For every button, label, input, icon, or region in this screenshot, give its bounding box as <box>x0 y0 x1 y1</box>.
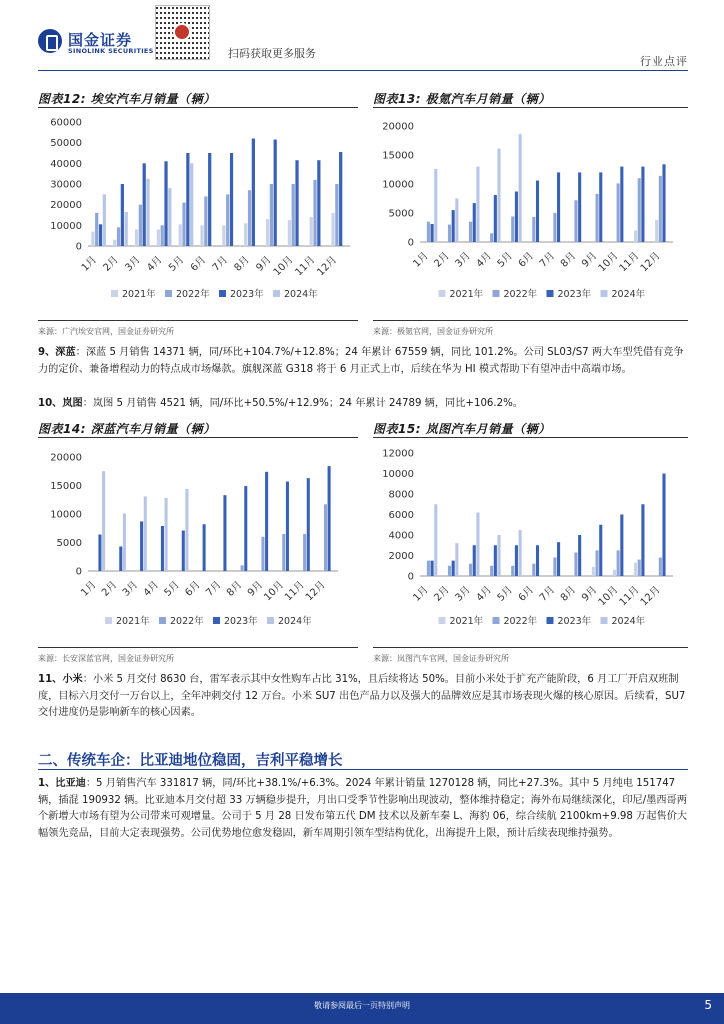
paragraph-voyah-body: ：岚图 5 月销售 4521 辆，同/环比+50.5%/+12.9%；24 年累计 24789 辆，同比+106.2%。 <box>82 398 523 409</box>
legend-swatch <box>601 290 608 297</box>
y-tick-label: 15000 <box>50 481 82 492</box>
bar-2023年 <box>230 153 233 246</box>
bar-2023年 <box>578 535 581 576</box>
bar-2023年 <box>317 160 320 246</box>
bar-2022年 <box>427 222 430 242</box>
section-divider <box>38 769 688 770</box>
y-tick-label: 2000 <box>388 551 414 562</box>
bar-2024年 <box>476 167 479 242</box>
figure-13-title: 图表13: 极氪汽车月销量（辆） <box>373 92 551 106</box>
qr-logo-icon <box>173 23 191 41</box>
legend-swatch <box>493 290 500 297</box>
bar-2022年 <box>448 566 451 576</box>
bar-2023年 <box>244 486 247 571</box>
bar-2022年 <box>335 184 338 246</box>
bar-2021年 <box>655 220 658 242</box>
legend-label: 2024年 <box>611 616 646 627</box>
bar-2023年 <box>620 167 623 242</box>
legend-label: 2022年 <box>176 289 210 300</box>
legend-label: 2022年 <box>503 289 538 300</box>
bar-2024年 <box>125 212 128 246</box>
bar-2023年 <box>431 561 434 576</box>
paragraph-xiaomi-body: ：小米 5 月交付 8630 台，雷军表示其中女性购车占比 31%，且后续将达 50%。目前小米处于扩充产能阶段，6 月工厂开启双班制度，目标六月交付一万台以上，全年冲刺交付 12 万台。小米 SU7 出色产品力以及强大的品牌效应是其市场表现火爆的核心原因。后续看，SU7 交付进度仍是影响新车的核心因素。 <box>38 674 686 718</box>
bar-2022年 <box>448 225 451 242</box>
bar-2023年 <box>274 140 277 246</box>
x-tick-label: 1月 <box>411 250 431 270</box>
bar-2023年 <box>641 167 644 242</box>
bar-2022年 <box>553 558 556 576</box>
bar-2021年 <box>222 225 225 246</box>
bar-2022年 <box>596 550 599 576</box>
scan-prompt: 扫码获取更多服务 <box>228 47 316 60</box>
bar-2022年 <box>532 564 535 576</box>
paragraph-byd-heading: 1、比亚迪 <box>38 778 86 789</box>
legend-label: 2021年 <box>122 289 156 300</box>
figure-13-title-rule <box>373 107 688 108</box>
bar-2021年 <box>288 220 291 246</box>
y-tick-label: 40000 <box>50 158 82 170</box>
x-tick-label: 3月 <box>120 579 141 599</box>
bar-2023年 <box>599 172 602 242</box>
x-tick-label: 11月 <box>283 579 307 604</box>
bar-2023年 <box>98 535 101 571</box>
bar-2023年 <box>119 546 122 571</box>
bar-2024年 <box>146 179 149 246</box>
bar-2022年 <box>282 534 285 571</box>
x-tick-label: 5月 <box>162 579 182 599</box>
y-tick-label: 60000 <box>50 117 82 129</box>
logo-icon <box>38 29 62 53</box>
x-tick-label: 2月 <box>101 254 121 274</box>
x-tick-label: 1月 <box>79 254 100 274</box>
bar-2023年 <box>473 545 476 576</box>
legend-swatch <box>493 617 500 624</box>
y-tick-label: 8000 <box>388 489 414 501</box>
paragraph-byd <box>38 776 690 842</box>
legend-swatch <box>105 617 112 624</box>
figure-12-bottom-rule <box>38 320 358 321</box>
y-tick-label: 10000 <box>382 179 414 191</box>
bar-2022年 <box>204 196 207 246</box>
legend-label: 2024年 <box>278 616 312 627</box>
bar-2022年 <box>303 534 306 571</box>
legend-swatch <box>547 617 554 624</box>
bar-2024年 <box>185 489 188 571</box>
bar-2022年 <box>574 200 577 242</box>
bar-2021年 <box>613 570 616 576</box>
x-tick-label: 6月 <box>188 254 209 274</box>
legend-swatch <box>111 290 118 297</box>
paragraph-byd-body: ：5 月销售汽车 331817 辆，同/环比+38.1%/+6.3%。2024 年累计销量 1270128 辆，同比+27.3%。其中 5 月纯电 151747 辆，插混 190932 辆。比亚迪本月交付超 33 万辆稳步提升，月出口受季节性影响出现波动，整体维持稳定；海外布局继续深化，印尼/墨西哥两个新增大市场有望为公司带来可观增量。公司于 5 月 28 日发布第五代 DM 技术以及新车秦 L、海豹 06，综合续航 2100km+9.98 万起售价大幅领先竞品，目前大定表现强势。公司优势地位愈发稳固，新车周期引领车型结构优化，出海提升上限，预计后续表现维持强势。 <box>38 778 688 839</box>
bar-2021年 <box>157 229 160 246</box>
figure-14-title: 图表14: 深蓝汽车月销量（辆） <box>38 422 216 436</box>
x-tick-label: 1月 <box>411 584 431 604</box>
legend-swatch <box>273 290 280 297</box>
x-tick-label: 6月 <box>516 250 537 270</box>
bar-2022年 <box>511 566 514 576</box>
bar-2023年 <box>140 521 143 571</box>
x-tick-label: 12月 <box>638 250 663 275</box>
bar-2023年 <box>208 153 211 246</box>
x-tick-label: 9月 <box>579 250 600 270</box>
y-tick-label: 4000 <box>388 530 414 542</box>
y-tick-label: 6000 <box>388 510 414 521</box>
y-tick-label: 30000 <box>50 179 82 191</box>
paragraph-deepal-heading: 9、深蓝 <box>38 347 76 358</box>
bar-2022年 <box>617 183 620 242</box>
document-type: 行业点评 <box>640 55 688 68</box>
bar-2021年 <box>179 224 182 246</box>
bar-2022年 <box>490 566 493 576</box>
y-tick-label: 5000 <box>56 538 82 549</box>
x-tick-label: 4月 <box>474 250 494 270</box>
bar-2024年 <box>190 163 193 246</box>
header-divider <box>38 70 688 71</box>
y-tick-label: 50000 <box>50 138 82 150</box>
x-tick-label: 7月 <box>537 250 558 270</box>
bar-2022年 <box>313 180 316 246</box>
bar-2023年 <box>186 153 189 246</box>
bar-2023年 <box>286 482 289 571</box>
bar-2023年 <box>536 181 539 242</box>
bar-2024年 <box>102 471 105 571</box>
bar-2023年 <box>494 545 497 576</box>
x-tick-label: 2月 <box>100 579 120 599</box>
bar-2022年 <box>490 233 493 242</box>
bar-2022年 <box>95 213 98 246</box>
legend-label: 2024年 <box>611 289 646 300</box>
bar-2023年 <box>121 184 124 246</box>
bar-2023年 <box>143 163 146 246</box>
bar-2024年 <box>123 513 126 571</box>
bar-2021年 <box>200 225 203 246</box>
bar-2023年 <box>515 545 518 576</box>
legend-swatch <box>601 617 608 624</box>
bar-2023年 <box>557 542 560 576</box>
paragraph-deepal-body: ：深蓝 5 月销售 14371 辆，同/环比+104.7%/+12.8%；24 年累计 67559 辆，同比 101.2%。公司 SL03/S7 两大车型凭借有竞争力的定价、兼备增程动力的特点成市场爆款。旗舰深蓝 G318 将于 6 月正式上市，后续在华为 HI 模式帮助下有望冲击中高端市场。 <box>38 347 684 375</box>
legend-swatch <box>159 617 166 624</box>
x-tick-label: 4月 <box>141 579 162 599</box>
bar-2023年 <box>662 164 665 242</box>
bar-2024年 <box>497 149 500 242</box>
x-tick-label: 2月 <box>432 250 452 270</box>
x-tick-label: 12月 <box>315 254 340 279</box>
legend-label: 2021年 <box>116 616 150 627</box>
paragraph-deepal <box>38 345 690 378</box>
bar-2023年 <box>223 495 226 571</box>
legend-label: 2022年 <box>170 616 204 627</box>
bar-2023年 <box>452 210 455 242</box>
x-tick-label: 7月 <box>204 579 224 599</box>
y-tick-label: 10000 <box>50 220 82 232</box>
bar-2021年 <box>310 217 313 246</box>
bar-2022年 <box>324 504 327 571</box>
legend-label: 2021年 <box>449 616 484 627</box>
x-tick-label: 3月 <box>453 250 473 270</box>
x-tick-label: 10月 <box>262 579 287 604</box>
bar-2022年 <box>532 217 535 242</box>
y-tick-label: 10000 <box>50 509 82 521</box>
bar-2024年 <box>434 169 437 242</box>
bar-2022年 <box>617 550 620 576</box>
figure-14-title-rule <box>38 437 358 438</box>
legend-label: 2021年 <box>449 289 484 300</box>
bar-2024年 <box>497 535 500 576</box>
bar-2021年 <box>91 232 94 246</box>
x-tick-label: 7月 <box>210 254 231 274</box>
bar-2023年 <box>578 172 581 242</box>
bar-2023年 <box>620 515 623 577</box>
x-tick-label: 4月 <box>474 584 494 604</box>
x-tick-label: 2月 <box>432 584 452 604</box>
bar-2023年 <box>536 545 539 576</box>
y-tick-label: 0 <box>407 237 414 249</box>
bar-2024年 <box>519 134 522 242</box>
section-title: 二、传统车企：比亚迪地位稳固，吉利平稳增长 <box>38 753 343 769</box>
legend-swatch <box>165 290 172 297</box>
x-tick-label: 8月 <box>558 584 579 604</box>
x-tick-label: 11月 <box>293 254 318 279</box>
y-tick-label: 5000 <box>388 208 414 220</box>
bar-2023年 <box>307 478 310 571</box>
figure-14-source: 来源：长安深蓝官网，国金证券研究所 <box>38 654 174 663</box>
bar-2023年 <box>265 472 268 571</box>
bar-2022年 <box>270 184 273 246</box>
bar-2022年 <box>638 560 641 576</box>
figure-12-title-rule <box>38 107 358 108</box>
x-tick-label: 3月 <box>123 254 143 274</box>
legend-label: 2024年 <box>284 289 318 300</box>
brand-name-cn: 国金证券 <box>68 31 133 49</box>
bar-2021年 <box>592 567 595 576</box>
y-tick-label: 0 <box>75 566 82 578</box>
figure-15-source: 来源：岚图汽车官网，国金证券研究所 <box>373 654 509 663</box>
bar-2024年 <box>165 498 168 571</box>
bar-2022年 <box>182 203 185 246</box>
x-tick-label: 11月 <box>617 250 642 275</box>
bar-2022年 <box>241 565 244 571</box>
bar-2023年 <box>182 531 185 571</box>
bar-2023年 <box>164 161 167 246</box>
x-tick-label: 9月 <box>245 579 266 599</box>
bar-2021年 <box>113 240 116 246</box>
x-tick-label: 8月 <box>558 250 579 270</box>
brand-name-en: SINOLINK SECURITIES <box>68 47 154 55</box>
x-tick-label: 6月 <box>183 579 203 599</box>
x-tick-label: 12月 <box>638 584 663 609</box>
y-tick-label: 10000 <box>382 469 414 480</box>
bar-2021年 <box>331 213 334 246</box>
bar-2022年 <box>596 194 599 242</box>
y-tick-label: 20000 <box>382 121 414 133</box>
bar-2024年 <box>103 194 106 246</box>
bar-2024年 <box>434 504 437 576</box>
figure-13-source: 来源：极氪官网，国金证券研究所 <box>373 327 493 336</box>
paragraph-xiaomi-heading: 11、小米 <box>38 674 83 685</box>
figure-14-bottom-rule <box>38 647 358 648</box>
bar-2022年 <box>469 564 472 576</box>
legend-swatch <box>267 617 274 624</box>
page-number: 5 <box>704 998 712 1012</box>
x-tick-label: 1月 <box>79 579 99 599</box>
x-tick-label: 10月 <box>271 254 296 279</box>
x-tick-label: 5月 <box>495 250 515 270</box>
x-tick-label: 4月 <box>145 254 165 274</box>
aion-sales-chart <box>38 110 358 318</box>
bar-2023年 <box>557 172 560 242</box>
bar-2022年 <box>638 178 641 242</box>
bar-2022年 <box>553 213 556 242</box>
bar-2022年 <box>469 222 472 242</box>
bar-2023年 <box>431 224 434 242</box>
bar-2021年 <box>634 563 637 576</box>
footer-disclaimer: 敬请参阅最后一页特别声明 <box>314 1001 410 1010</box>
bar-2022年 <box>574 552 577 576</box>
legend-label: 2023年 <box>230 289 264 300</box>
bar-2024年 <box>455 543 458 576</box>
x-tick-label: 9月 <box>254 254 274 274</box>
y-tick-label: 0 <box>75 241 82 253</box>
x-tick-label: 3月 <box>453 584 473 604</box>
bar-2021年 <box>266 219 269 246</box>
x-tick-label: 11月 <box>617 584 642 609</box>
y-tick-label: 20000 <box>50 452 82 464</box>
bar-2023年 <box>203 524 206 571</box>
bar-2021年 <box>244 223 247 246</box>
bar-2022年 <box>226 194 229 246</box>
bar-2023年 <box>641 504 644 576</box>
bar-2022年 <box>659 176 662 242</box>
bar-2021年 <box>135 229 138 246</box>
bar-2022年 <box>139 205 142 246</box>
bar-2024年 <box>455 199 458 243</box>
legend-label: 2023年 <box>557 289 592 300</box>
legend-swatch <box>219 290 226 297</box>
legend-label: 2022年 <box>503 616 538 627</box>
bar-2022年 <box>117 227 120 246</box>
x-tick-label: 6月 <box>516 584 537 604</box>
figure-15-bottom-rule <box>373 647 688 648</box>
paragraph-voyah <box>38 396 690 413</box>
bar-2024年 <box>476 512 479 576</box>
bar-2024年 <box>168 188 171 246</box>
y-tick-label: 12000 <box>382 448 414 460</box>
voyah-sales-chart <box>373 440 688 645</box>
y-tick-label: 0 <box>407 571 414 583</box>
x-tick-label: 9月 <box>579 584 600 604</box>
bar-2023年 <box>295 160 298 246</box>
x-tick-label: 8月 <box>225 579 245 599</box>
y-tick-label: 15000 <box>382 150 414 162</box>
figure-12-source: 来源：广汽埃安官网，国金证券研究所 <box>38 327 174 336</box>
bar-2023年 <box>599 525 602 576</box>
paragraph-xiaomi <box>38 672 690 722</box>
x-tick-label: 10月 <box>596 250 621 275</box>
legend-swatch <box>439 617 446 624</box>
bar-2022年 <box>161 225 164 246</box>
deepal-sales-chart <box>38 440 358 645</box>
legend-label: 2023年 <box>224 616 258 627</box>
bar-2023年 <box>473 203 476 242</box>
legend-swatch <box>547 290 554 297</box>
paragraph-voyah-heading: 10、岚图 <box>38 398 83 409</box>
legend-label: 2023年 <box>557 616 592 627</box>
x-tick-label: 10月 <box>596 584 621 609</box>
zeekr-sales-chart <box>373 110 688 318</box>
bar-2022年 <box>659 558 662 576</box>
bar-2023年 <box>161 526 164 571</box>
bar-2023年 <box>452 561 455 576</box>
bar-2023年 <box>328 466 331 571</box>
bar-2023年 <box>339 152 342 246</box>
bar-2024年 <box>144 496 147 571</box>
figure-15-title: 图表15: 岚图汽车月销量（辆） <box>373 422 551 436</box>
x-tick-label: 5月 <box>167 254 187 274</box>
figure-13-bottom-rule <box>373 320 688 321</box>
bar-2022年 <box>511 216 514 242</box>
bar-2023年 <box>99 224 102 246</box>
bar-2022年 <box>427 561 430 576</box>
x-tick-label: 5月 <box>495 584 515 604</box>
legend-swatch <box>439 290 446 297</box>
bar-2022年 <box>292 184 295 246</box>
bar-2023年 <box>252 139 255 246</box>
figure-12-title: 图表12: 埃安汽车月销量（辆） <box>38 92 216 106</box>
bar-2023年 <box>515 192 518 242</box>
bar-2022年 <box>261 537 264 571</box>
x-tick-label: 12月 <box>303 579 328 604</box>
bar-2023年 <box>494 195 497 242</box>
bar-2024年 <box>519 530 522 576</box>
legend-swatch <box>213 617 220 624</box>
y-tick-label: 20000 <box>50 200 82 212</box>
x-tick-label: 8月 <box>232 254 252 274</box>
figure-15-title-rule <box>373 437 688 438</box>
bar-2021年 <box>634 230 637 242</box>
bar-2023年 <box>662 474 665 577</box>
x-tick-label: 7月 <box>537 584 558 604</box>
bar-2022年 <box>248 190 251 246</box>
